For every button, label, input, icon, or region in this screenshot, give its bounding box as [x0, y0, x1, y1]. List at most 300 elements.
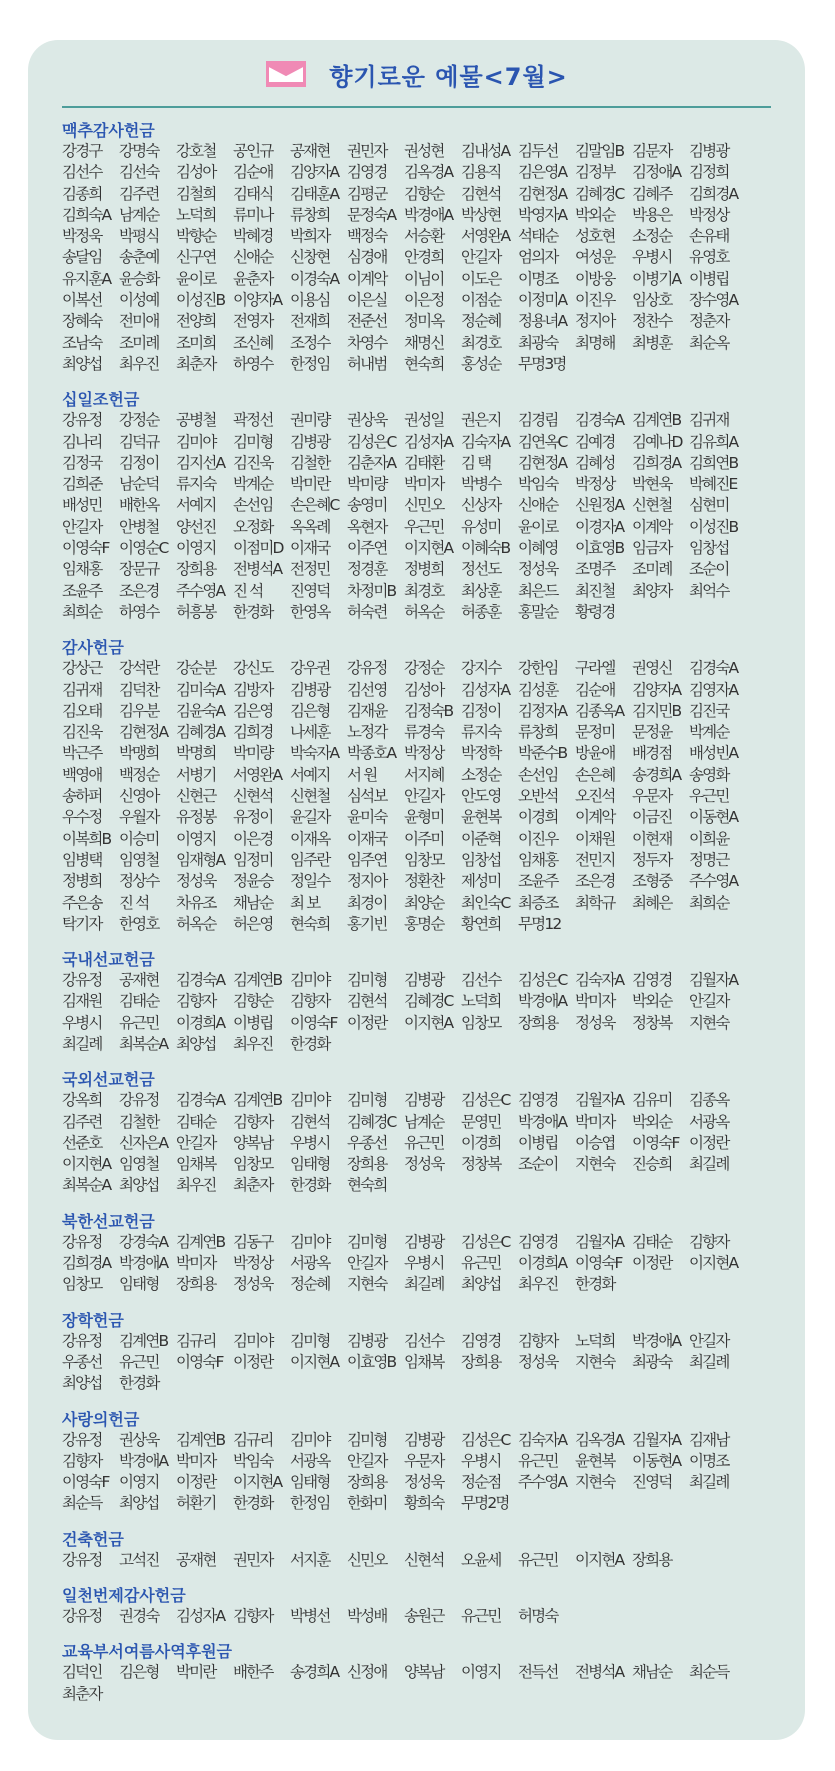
donor-name: 박임숙 — [518, 475, 558, 494]
donor-name: 정지아 — [575, 312, 615, 331]
offering-section — [62, 1529, 787, 1571]
donor-name: 박병수 — [461, 475, 501, 494]
donor-name: 한경화 — [575, 1275, 615, 1294]
donor-name: 이영숙F — [632, 1133, 679, 1152]
donor-name: 조명주 — [575, 560, 615, 579]
donor-name: 임태형 — [290, 1473, 330, 1492]
donor-name: 한정임 — [290, 354, 330, 373]
donor-name: 오반석 — [518, 787, 558, 806]
offering-section — [62, 120, 787, 375]
donor-name: 이승엽 — [575, 1133, 615, 1152]
donor-name: 임영철 — [119, 850, 159, 869]
page-title: 향기로운 예물<7월> — [329, 62, 568, 91]
donor-name: 임창모 — [404, 850, 444, 869]
donor-name: 임채홍 — [62, 560, 102, 579]
donor-name: 이영숙F — [290, 1013, 337, 1032]
donor-name-list — [62, 1662, 787, 1705]
donor-name: 진영덕 — [632, 1473, 672, 1492]
donor-name: 우문자 — [632, 787, 672, 806]
donor-name: 최순득 — [689, 1663, 729, 1682]
donor-name: 임창섭 — [689, 539, 729, 558]
donor-name: 김우분 — [119, 701, 159, 720]
donor-name: 김월자A — [575, 1091, 624, 1110]
donor-name: 김진욱 — [62, 723, 102, 742]
section-title: 북한선교헌금 — [62, 1211, 155, 1231]
donor-name: 유근민 — [518, 1550, 558, 1569]
donor-name: 박향순 — [176, 227, 216, 246]
donor-name: 류미나 — [233, 205, 273, 224]
donor-name: 임창모 — [233, 1155, 273, 1174]
donor-name: 류창희 — [290, 205, 330, 224]
donor-name: 이영지 — [176, 829, 216, 848]
donor-name: 김철희 — [176, 184, 216, 203]
donor-name: 김옥경A — [404, 163, 453, 182]
donor-name: 강신도 — [233, 659, 273, 678]
donor-name: 김은형 — [290, 701, 330, 720]
donor-name: 최복순A — [119, 1034, 168, 1053]
donor-name: 김성자A — [404, 432, 453, 451]
donor-name: 김혜성 — [575, 453, 615, 472]
donor-name: 이정미A — [518, 291, 567, 310]
donor-name: 이재옥 — [290, 829, 330, 848]
donor-name: 우월자 — [119, 808, 159, 827]
donor-name: 조미례 — [632, 560, 672, 579]
donor-name: 허종훈 — [461, 602, 501, 621]
donor-name: 이준혁 — [461, 829, 501, 848]
donor-name: 송하퍼 — [62, 787, 102, 806]
donor-name: 윤형미 — [404, 808, 444, 827]
donor-name: 주은송 — [62, 893, 102, 912]
donor-name: 허내범 — [347, 354, 387, 373]
donor-name: 이진우 — [575, 291, 615, 310]
donor-name: 박영자A — [518, 205, 567, 224]
section-title: 건축헌금 — [62, 1529, 124, 1549]
donor-name: 황희숙 — [404, 1494, 444, 1513]
donor-name: 박정상 — [404, 744, 444, 763]
donor-name: 김평군 — [347, 184, 387, 203]
donor-name: 조미희 — [176, 333, 216, 352]
section-title: 감사헌금 — [62, 638, 124, 658]
donor-name: 한영옥 — [290, 602, 330, 621]
donor-name: 최희순 — [62, 602, 102, 621]
donor-name: 김희경 — [233, 723, 273, 742]
donor-name: 김현석 — [461, 184, 501, 203]
donor-name: 이지현A — [233, 1473, 282, 1492]
donor-name: 송달임 — [62, 248, 102, 267]
donor-name: 강정순 — [404, 659, 444, 678]
donor-name: 무명2명 — [461, 1494, 509, 1513]
donor-name: 김향자 — [233, 1112, 273, 1131]
donor-name: 정순점 — [461, 1473, 501, 1492]
donor-name: 성호현 — [575, 227, 615, 246]
donor-name: 이방웅 — [575, 269, 615, 288]
donor-name: 최길례 — [689, 1155, 729, 1174]
donor-name: 강유정 — [62, 1331, 102, 1350]
donor-name: 박혜진E — [689, 475, 737, 494]
offering-section — [62, 1211, 787, 1296]
donor-name: 김계연B — [233, 1091, 282, 1110]
donor-name: 전미애 — [119, 312, 159, 331]
donor-name: 최경이 — [347, 893, 387, 912]
donor-name: 김미형 — [347, 1430, 387, 1449]
donor-name: 강석란 — [119, 659, 159, 678]
offering-section — [62, 1310, 787, 1395]
donor-name: 고석진 — [119, 1550, 159, 1569]
donor-name: 김은영 — [233, 701, 273, 720]
donor-name: 김말임B — [575, 142, 624, 160]
donor-name: 김유미 — [632, 1091, 672, 1110]
donor-name: 최양섭 — [119, 1176, 159, 1195]
donor-name: 유근민 — [119, 1352, 159, 1371]
donor-name: 김혜경C — [404, 992, 453, 1011]
donor-name: 최양섭 — [176, 1034, 216, 1053]
donor-name: 심현미 — [689, 496, 729, 515]
donor-name: 김경숙A — [176, 1091, 225, 1110]
donor-name: 장희용 — [632, 1550, 672, 1569]
donor-name: 김오태 — [62, 701, 102, 720]
donor-name: 김은영A — [518, 163, 567, 182]
donor-name: 강호철 — [176, 142, 216, 160]
donor-name: 유근민 — [404, 1133, 444, 1152]
donor-name: 이병립 — [518, 1133, 558, 1152]
donor-name: 이정란 — [176, 1473, 216, 1492]
donor-name: 이주미 — [404, 829, 444, 848]
donor-name: 김성은C — [461, 1091, 510, 1110]
donor-name: 여성운 — [575, 248, 615, 267]
donor-name: 노덕희 — [461, 992, 501, 1011]
donor-name: 최진철 — [575, 581, 615, 600]
donor-name: 박명희 — [176, 744, 216, 763]
donor-name: 김성아 — [176, 163, 216, 182]
donor-name: 임채홍 — [518, 850, 558, 869]
donor-name: 정용녀A — [518, 312, 567, 331]
donor-name: 이성진B — [176, 291, 225, 310]
donor-name: 정상수 — [119, 872, 159, 891]
donor-name: 신현근 — [176, 787, 216, 806]
offering-section — [62, 1641, 787, 1705]
donor-name: 김병광 — [404, 971, 444, 990]
donor-name: 강우권 — [290, 659, 330, 678]
donor-name: 최광숙 — [518, 333, 558, 352]
donor-name: 박외순 — [632, 992, 672, 1011]
donor-name: 박미란 — [290, 475, 330, 494]
donor-name: 지현숙 — [689, 1013, 729, 1032]
donor-name: 이금진 — [632, 808, 672, 827]
donor-name: 지현숙 — [575, 1155, 615, 1174]
donor-name: 유지훈A — [62, 269, 111, 288]
donor-name: 이영숙F — [62, 539, 109, 558]
donor-name: 강경구 — [62, 142, 102, 160]
donor-name: 남계순 — [119, 205, 159, 224]
donor-name: 안길자 — [689, 992, 729, 1011]
donor-name: 김덕찬 — [119, 680, 159, 699]
donor-name: 최양순 — [404, 893, 444, 912]
donor-name: 손유태 — [689, 227, 729, 246]
donor-name: 김선수 — [461, 971, 501, 990]
donor-name: 진영덕 — [290, 581, 330, 600]
donor-name: 김혜주 — [632, 184, 672, 203]
donor-name: 우병시 — [461, 1451, 501, 1470]
donor-name: 남계순 — [404, 1112, 444, 1131]
donor-name: 채명신 — [404, 333, 444, 352]
donor-name: 허흥봉 — [176, 602, 216, 621]
donor-name: 김재원 — [62, 992, 102, 1011]
donor-name: 이용심 — [290, 291, 330, 310]
donor-name-list — [62, 1232, 787, 1296]
donor-name: 채남순 — [233, 893, 273, 912]
donor-name: 정성욱 — [575, 1013, 615, 1032]
donor-name: 김영경 — [347, 163, 387, 182]
donor-name: 김미형 — [233, 432, 273, 451]
donor-name: 이성진B — [689, 517, 738, 536]
donor-name: 강경숙A — [119, 1232, 168, 1251]
donor-name: 이지현A — [575, 1550, 624, 1569]
donor-name: 우종선 — [62, 1352, 102, 1371]
donor-name: 김미야 — [290, 1232, 330, 1251]
donor-name: 심경애 — [347, 248, 387, 267]
donor-name: 홍말순 — [518, 602, 558, 621]
donor-name: 박미자 — [404, 475, 444, 494]
donor-name: 정성욱 — [404, 1473, 444, 1492]
donor-name: 권민자 — [347, 142, 387, 160]
donor-name: 박미량 — [233, 744, 273, 763]
donor-name: 주수영A — [176, 581, 225, 600]
donor-name: 김미형 — [347, 971, 387, 990]
donor-name: 김영자A — [689, 680, 738, 699]
donor-name: 전양희 — [176, 312, 216, 331]
donor-name: 김계연B — [119, 1331, 168, 1350]
donor-name: 구라엘 — [575, 659, 615, 678]
donor-name: 김종희 — [62, 184, 102, 203]
donor-name: 최순득 — [62, 1494, 102, 1513]
donor-name: 김향순 — [404, 184, 444, 203]
section-title: 맥추감사헌금 — [62, 121, 155, 140]
section-title: 사랑의헌금 — [62, 1409, 140, 1429]
donor-name: 최광숙 — [632, 1352, 672, 1371]
donor-name: 박용은 — [632, 205, 672, 224]
donor-name: 유성미 — [461, 517, 501, 536]
donor-name: 김혜경C — [575, 184, 624, 203]
donor-name: 김연옥C — [518, 432, 567, 451]
donor-name: 조신혜 — [233, 333, 273, 352]
donor-name: 정순혜 — [290, 1275, 330, 1294]
donor-name: 김병광 — [404, 1430, 444, 1449]
donor-name: 현숙희 — [347, 1176, 387, 1195]
donor-name: 정창복 — [632, 1013, 672, 1032]
donor-name: 강옥희 — [62, 1091, 102, 1110]
donor-name: 한경화 — [290, 1034, 330, 1053]
donor-name: 장희용 — [518, 1013, 558, 1032]
donor-name: 김성아 — [404, 680, 444, 699]
donor-name: 유영호 — [689, 248, 729, 267]
donor-name: 이지현A — [689, 1254, 738, 1273]
donor-name: 박성배 — [347, 1607, 387, 1626]
donor-name: 이복희B — [62, 829, 111, 848]
donor-name: 조은경 — [119, 581, 159, 600]
donor-name: 김선숙 — [119, 163, 159, 182]
donor-name: 김예나D — [632, 432, 682, 451]
donor-name: 신원정A — [575, 496, 624, 515]
donor-name: 장희용 — [176, 560, 216, 579]
donor-name: 김종옥A — [575, 701, 624, 720]
donor-name: 이성예 — [119, 291, 159, 310]
donor-name: 김양자A — [632, 680, 681, 699]
donor-name: 정성욱 — [518, 1352, 558, 1371]
donor-name: 권경숙 — [119, 1607, 159, 1626]
donor-name: 주수영A — [518, 1473, 567, 1492]
donor-name: 박준수B — [518, 744, 567, 763]
donor-name: 윤이로 — [518, 517, 558, 536]
donor-name: 이경희A — [518, 1254, 567, 1273]
donor-name: 정선도 — [461, 560, 501, 579]
donor-name: 김두선 — [518, 142, 558, 160]
donor-name: 장희용 — [461, 1352, 501, 1371]
donor-name: 김향자 — [689, 1232, 729, 1251]
donor-name: 전득선 — [518, 1663, 558, 1682]
donor-name: 안도영 — [461, 787, 501, 806]
donor-name: 최양섭 — [461, 1275, 501, 1294]
donor-name: 김병광 — [689, 142, 729, 160]
donor-name: 최우진 — [176, 1176, 216, 1195]
donor-name: 장문규 — [119, 560, 159, 579]
donor-name-list — [62, 1090, 787, 1196]
donor-name: 백정숙 — [347, 227, 387, 246]
donor-name: 박정상 — [233, 1254, 273, 1273]
donor-name: 백정순 — [119, 765, 159, 784]
donor-name: 최춘자 — [62, 1684, 102, 1703]
donor-name: 임창모 — [62, 1275, 102, 1294]
section-title: 교육부서여름사역후원금 — [62, 1642, 233, 1662]
donor-name: 김유희A — [689, 432, 738, 451]
donor-name: 전재희 — [290, 312, 330, 331]
donor-name: 김미야 — [290, 1430, 330, 1449]
donor-name: 윤춘자 — [233, 269, 273, 288]
donor-name: 정미옥 — [404, 312, 444, 331]
donor-name: 김예경 — [575, 432, 615, 451]
donor-name: 김내성A — [461, 142, 510, 160]
donor-name: 김정숙B — [404, 701, 453, 720]
donor-name: 박희자 — [290, 227, 330, 246]
donor-name: 유근민 — [461, 1607, 501, 1626]
donor-name: 윤길자 — [290, 808, 330, 827]
donor-name: 김성은C — [461, 1430, 510, 1449]
donor-name: 강유정 — [347, 659, 387, 678]
donor-name: 오윤세 — [461, 1550, 501, 1569]
donor-name: 김계연B — [632, 411, 681, 430]
donor-name: 정경훈 — [347, 560, 387, 579]
donor-name: 유정봉 — [176, 808, 216, 827]
donor-name: 이진우 — [518, 829, 558, 848]
donor-name: 손선임 — [233, 496, 273, 515]
donor-name: 이희윤 — [689, 829, 729, 848]
donor-name: 최학규 — [575, 893, 615, 912]
donor-name: 윤현복 — [461, 808, 501, 827]
header-divider — [62, 106, 771, 108]
donor-name: 심석보 — [347, 787, 387, 806]
donor-name: 류지숙 — [176, 475, 216, 494]
donor-name: 허은영 — [233, 914, 273, 933]
donor-name: 권상욱 — [347, 411, 387, 430]
donor-name: 조미례 — [119, 333, 159, 352]
donor-name: 이영지 — [119, 1473, 159, 1492]
donor-name: 윤미숙 — [347, 808, 387, 827]
donor-name: 최우진 — [233, 1034, 273, 1053]
donor-name: 허옥순 — [404, 602, 444, 621]
donor-name: 김순애 — [575, 680, 615, 699]
donor-name: 김경림 — [518, 411, 558, 430]
donor-name: 안길자 — [689, 1331, 729, 1350]
donor-name: 문영민 — [461, 1112, 501, 1131]
donor-name: 김향자 — [518, 1331, 558, 1350]
donor-name: 최은드 — [518, 581, 558, 600]
donor-name: 김덕규 — [119, 432, 159, 451]
donor-name: 임주란 — [290, 850, 330, 869]
donor-name: 김정희 — [689, 163, 729, 182]
donor-name: 최양섭 — [62, 1374, 102, 1393]
donor-name: 최양자 — [632, 581, 672, 600]
donor-name: 조형중 — [632, 872, 672, 891]
donor-name: 탁기자 — [62, 914, 102, 933]
donor-name: 김향자 — [62, 1451, 102, 1470]
donor-name: 김태환 — [404, 453, 444, 472]
donor-name: 조순이 — [518, 1155, 558, 1174]
donor-name: 나세훈 — [290, 723, 330, 742]
donor-name: 배한옥 — [119, 496, 159, 515]
donor-name: 유근민 — [518, 1451, 558, 1470]
donor-name: 김재윤 — [347, 701, 387, 720]
donor-name-list — [62, 1331, 787, 1395]
donor-name: 이지현A — [62, 1155, 111, 1174]
donor-name: 홍명순 — [404, 914, 444, 933]
donor-name: 권은지 — [461, 411, 501, 430]
donor-name: 최병훈 — [632, 333, 672, 352]
donor-name: 김순애 — [233, 163, 273, 182]
donor-name: 하영수 — [233, 354, 273, 373]
donor-name: 최억수 — [689, 581, 729, 600]
donor-name: 조윤주 — [518, 872, 558, 891]
donor-name: 김지민B — [632, 701, 681, 720]
donor-name: 김태순 — [119, 992, 159, 1011]
donor-name: 박정상 — [689, 205, 729, 224]
donor-name: 현숙희 — [404, 354, 444, 373]
donor-name: 이동현A — [689, 808, 738, 827]
donor-name: 박미자 — [575, 992, 615, 1011]
donor-name: 최인숙C — [461, 893, 510, 912]
donor-name: 최경호 — [461, 333, 501, 352]
donor-name: 박미자 — [176, 1451, 216, 1470]
donor-name: 윤이로 — [176, 269, 216, 288]
donor-name-list — [62, 1430, 787, 1515]
donor-name-list — [62, 141, 787, 375]
donor-name: 홍기빈 — [347, 914, 387, 933]
donor-name: 최혜은 — [632, 893, 672, 912]
donor-name: 서지훈 — [290, 1550, 330, 1569]
donor-name: 이점미D — [233, 539, 283, 558]
donor-name: 김희경A — [632, 453, 681, 472]
donor-name: 박임숙 — [233, 1451, 273, 1470]
donor-name: 김미형 — [347, 1091, 387, 1110]
donor-name: 박미자 — [176, 1254, 216, 1273]
donor-name: 이경희A — [176, 1013, 225, 1032]
donor-name: 최우진 — [518, 1275, 558, 1294]
donor-name: 류창희 — [518, 723, 558, 742]
donor-name: 황연희 — [461, 914, 501, 933]
donor-name: 김경숙A — [176, 971, 225, 990]
donor-name: 전영자 — [233, 312, 273, 331]
donor-name-list — [62, 1550, 787, 1571]
donor-name: 김주련 — [119, 184, 159, 203]
donor-name: 박미란 — [176, 1663, 216, 1682]
